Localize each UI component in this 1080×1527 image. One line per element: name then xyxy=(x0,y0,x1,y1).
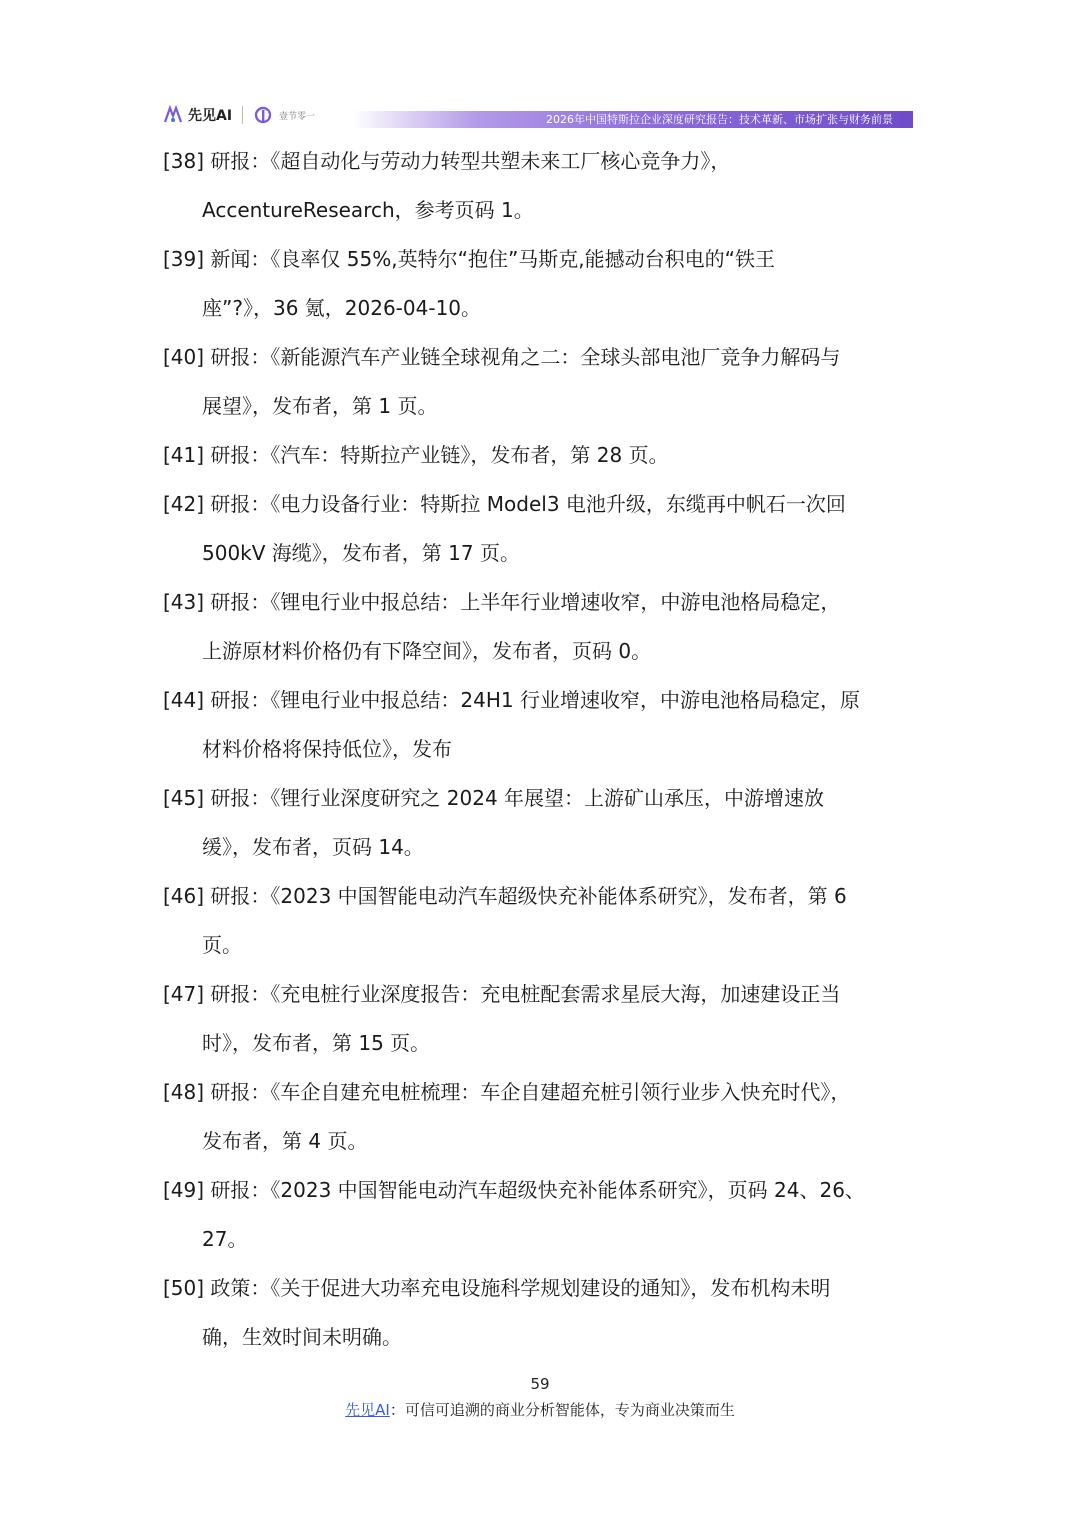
reference-line-continued: 展望》，发布者，第 1 页。 xyxy=(202,394,438,418)
reference-item xyxy=(163,235,923,333)
reference-item xyxy=(163,1264,923,1362)
report-title-banner xyxy=(353,111,913,128)
partner-logo-icon xyxy=(253,105,273,125)
reference-line: [46] 研报：《2023 中国智能电动汽车超级快充补能体系研究》，发布者，第 6 xyxy=(163,884,847,908)
reference-line: [50] 政策：《关于促进大功率充电设施科学规划建设的通知》，发布机构未明 xyxy=(163,1276,831,1300)
xianjian-logo-icon xyxy=(162,104,184,126)
reference-item xyxy=(163,676,923,774)
reference-line: [49] 研报：《2023 中国智能电动汽车超级快充补能体系研究》，页码 24、26、 xyxy=(163,1178,865,1202)
reference-line-continued: 27。 xyxy=(202,1227,248,1251)
reference-line-continued: 页。 xyxy=(202,933,242,957)
page-header xyxy=(162,100,913,130)
footer-brand-link[interactable]: 先见AI xyxy=(345,1401,390,1419)
reference-item xyxy=(163,774,923,872)
reference-line: [38] 研报：《超自动化与劳动力转型共塑未来工厂核心竞争力》， xyxy=(163,149,731,173)
logo-text: 先见AI xyxy=(188,108,233,124)
reference-line-continued: 缓》，发布者，页码 14。 xyxy=(202,835,424,859)
reference-line: [42] 研报：《电力设备行业：特斯拉 Model3 电池升级，东缆再中帆石一次回 xyxy=(163,492,846,516)
reference-line-continued: 上游原材料价格仍有下降空间》，发布者，页码 0。 xyxy=(202,639,652,663)
reference-line: [41] 研报：《汽车：特斯拉产业链》，发布者，第 28 页。 xyxy=(163,443,669,467)
page-footer xyxy=(0,1399,1080,1420)
reference-item xyxy=(163,431,923,480)
footer-tagline: ：可信可追溯的商业分析智能体，专为商业决策而生 xyxy=(389,1401,735,1419)
reference-line: [44] 研报：《锂电行业中报总结：24H1 行业增速收窄，中游电池格局稳定，原 xyxy=(163,688,860,712)
reference-line-continued: 500kV 海缆》，发布者，第 17 页。 xyxy=(202,541,520,565)
logo-divider xyxy=(242,106,243,124)
reference-item xyxy=(163,480,923,578)
partner-logo-text: 壹节零一 xyxy=(279,111,316,122)
reference-item xyxy=(163,1068,923,1166)
reference-line: [48] 研报：《车企自建充电桩梳理：车企自建超充桩引领行业步入快充时代》， xyxy=(163,1080,851,1104)
reference-item xyxy=(163,137,923,235)
reference-item xyxy=(163,578,923,676)
reference-item xyxy=(163,1166,923,1264)
reference-line-continued: 材料价格将保持低位》，发布 xyxy=(202,737,452,761)
reference-line: [40] 研报：《新能源汽车产业链全球视角之二：全球头部电池厂竞争力解码与 xyxy=(163,345,841,369)
reference-item xyxy=(163,872,923,970)
reference-list xyxy=(163,137,923,1362)
reference-item xyxy=(163,970,923,1068)
reference-line: [43] 研报：《锂电行业中报总结：上半年行业增速收窄，中游电池格局稳定， xyxy=(163,590,841,614)
report-title: 2026年中国特斯拉企业深度研究报告：技术革新、市场扩张与财务前景 xyxy=(546,113,893,126)
reference-line-continued: 确，生效时间未明确。 xyxy=(202,1325,402,1349)
reference-line: [47] 研报：《充电桩行业深度报告：充电桩配套需求星辰大海，加速建设正当 xyxy=(163,982,841,1006)
reference-line-continued: 时》，发布者，第 15 页。 xyxy=(202,1031,431,1055)
reference-item xyxy=(163,333,923,431)
reference-line-continued: 发布者，第 4 页。 xyxy=(202,1129,368,1153)
brand-logo xyxy=(162,102,315,128)
reference-line-continued: 座”?》，36 氪，2026-04-10。 xyxy=(202,296,482,320)
reference-line-continued: AccentureResearch，参考页码 1。 xyxy=(202,198,534,222)
reference-line: [45] 研报：《锂行业深度研究之 2024 年展望：上游矿山承压，中游增速放 xyxy=(163,786,825,810)
page-number: 59 xyxy=(530,1375,550,1393)
reference-line: [39] 新闻：《良率仅 55%,英特尔“抱住”马斯克,能撼动台积电的“铁王 xyxy=(163,247,776,271)
